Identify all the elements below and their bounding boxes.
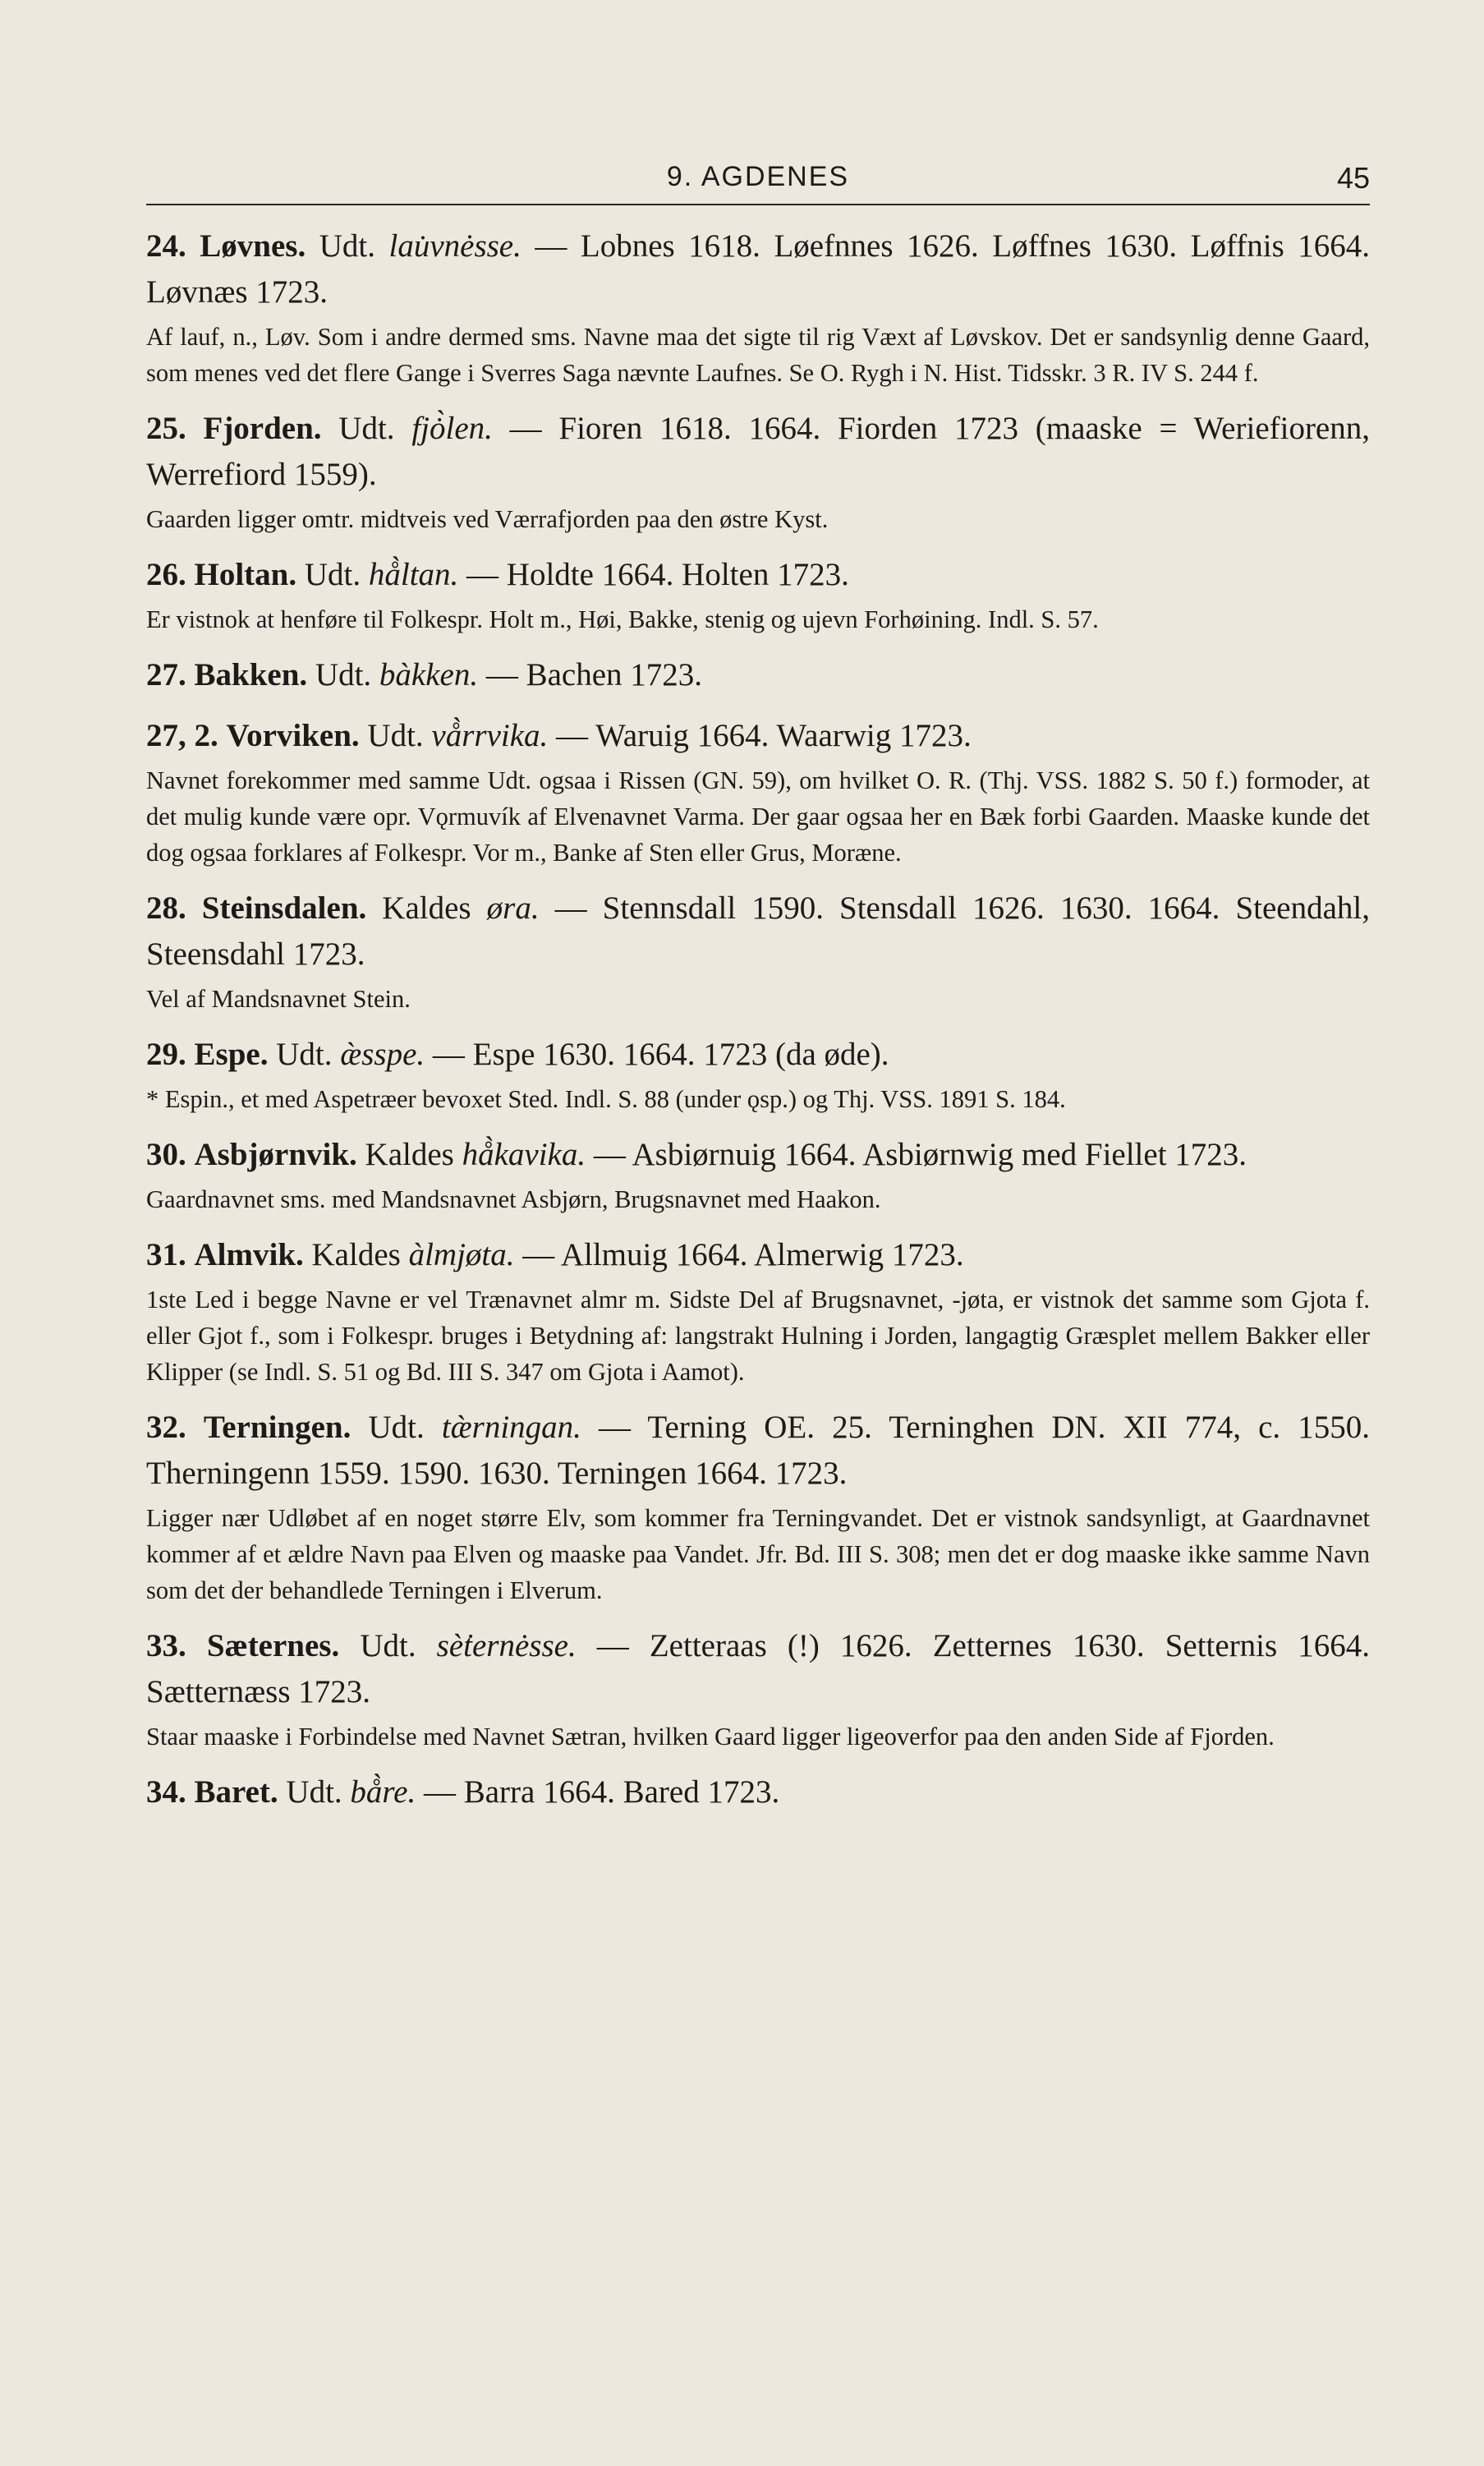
pronunciation: hå̀ltan. — [368, 557, 459, 592]
farm-name: Baret. — [194, 1774, 278, 1810]
entry-number: 24. — [146, 228, 186, 264]
entry-32 — [146, 1405, 1370, 1608]
historic-forms: — Terning OE. 25. Terninghen DN. XII 774, c. 1550. Therningenn 1559. 1590. 1630. Terningen 1664. 1723. — [146, 1410, 1370, 1491]
entry-lead: Udt. — [321, 411, 412, 446]
pronunciation: bå̀re. — [350, 1774, 416, 1810]
entry-number: 28. — [146, 890, 186, 926]
entry-26 — [146, 552, 1370, 637]
historic-forms: — Asbiørnuig 1664. Asbiørnwig med Fiellet 1723. — [586, 1137, 1247, 1172]
entry-31 — [146, 1232, 1370, 1390]
historic-forms: — Lobnes 1618. Løefnnes 1626. Løffnes 1630. Løffnis 1664. Løvnæs 1723. — [146, 228, 1371, 310]
historic-forms: — Bachen 1723. — [478, 657, 703, 692]
entry-note: * Espin., et med Aspetræer bevoxet Sted. Indl. S. 88 (under ǫsp.) og Thj. VSS. 1891 S. 184. — [146, 1085, 1066, 1113]
farm-name: Sæternes. — [206, 1628, 340, 1663]
entry-lead: Kaldes — [303, 1237, 409, 1272]
entry-note: Gaarden ligger omtr. midtveis ved Værrafjorden paa den østre Kyst. — [146, 505, 829, 533]
farm-name: Steinsdalen. — [201, 890, 367, 926]
entry-lead: Kaldes — [356, 1137, 462, 1172]
entry-note: Navnet forekommer med samme Udt. ogsaa i Rissen (GN. 59), om hvilket O. R. (Thj. VSS. 1882 S. 50 f.) formoder, at det mulig kunde være opr. Vǫrmuvík af Elvenavnet Varma. Der gaar ogsaa her en Bæk forbi Gaarden. Maaske kunde det dog ogsaa forklares af Folkespr. Vor m., Banke af Sten eller Grus, Moræne. — [146, 766, 1370, 867]
page-number: 45 — [1336, 161, 1370, 195]
historic-forms: — Allmuig 1664. Almerwig 1723. — [514, 1237, 964, 1272]
entry-30 — [146, 1132, 1370, 1217]
running-header — [146, 161, 1370, 205]
entry-list — [146, 223, 1370, 1815]
historic-forms: — Zetteraas (!) 1626. Zetternes 1630. Setternis 1664. Sætternæss 1723. — [146, 1628, 1371, 1709]
entry-heading — [146, 552, 1370, 598]
entry-lead: Udt. — [296, 557, 369, 592]
entry-heading — [146, 1405, 1370, 1497]
pronunciation: lau̇vnėsse. — [388, 228, 521, 264]
historic-forms: — Holdte 1664. Holten 1723. — [458, 557, 849, 592]
farm-name: Vorviken. — [226, 718, 360, 753]
entry-heading — [146, 713, 1370, 759]
entry-lead: Udt. — [278, 1774, 351, 1810]
farm-name: Asbjørnvik. — [194, 1137, 357, 1172]
entry-note: Staar maaske i Forbindelse med Navnet Sætran, hvilken Gaard ligger ligeoverfor paa den anden Side af Fjorden. — [146, 1723, 1275, 1751]
entry-29 — [146, 1032, 1370, 1117]
entry-27-2 — [146, 713, 1370, 871]
entry-33 — [146, 1623, 1370, 1755]
pronunciation: æ̀sspe. — [340, 1037, 425, 1072]
historic-forms: — Espe 1630. 1664. 1723 (da øde). — [425, 1037, 889, 1072]
entry-number: 34. — [146, 1774, 186, 1810]
entry-note: Af lauf, n., Løv. Som i andre dermed sms. Navne maa det sigte til rig Væxt af Løvskov. Det er sandsynlig denne Gaard, som menes ved det flere Gange i Sverres Saga nævnte Laufnes. Se O. Rygh i N. Hist. Tidsskr. 3 R. IV S. 244 f. — [146, 323, 1370, 387]
entry-lead: Udt. — [351, 1410, 442, 1445]
pronunciation: fjȯ̀len. — [411, 411, 493, 446]
entry-number: 33. — [146, 1628, 186, 1663]
entry-34 — [146, 1769, 1370, 1815]
entry-heading — [146, 406, 1370, 498]
pronunciation: sè̇ternėsse. — [436, 1628, 577, 1663]
farm-name: Terningen. — [203, 1410, 351, 1445]
entry-number: 31. — [146, 1237, 186, 1272]
entry-heading — [146, 1769, 1370, 1815]
pronunciation: tæ̀rningan. — [441, 1410, 581, 1445]
entry-lead: Udt. — [268, 1037, 341, 1072]
entry-heading — [146, 886, 1370, 978]
entry-lead: Udt. — [307, 657, 379, 692]
pronunciation: vå̀rrvika. — [431, 718, 549, 753]
entry-24 — [146, 223, 1370, 391]
entry-number: 32. — [146, 1410, 186, 1445]
entry-note: 1ste Led i begge Navne er vel Trænavnet almr m. Sidste Del af Brugsnavnet, -jøta, er vistnok det samme som Gjota f. eller Gjot f., som i Folkespr. bruges i Betydning af: langstrakt Hulning i Jorden, langagtig Græsplet mellem Bakker eller Klipper (se Indl. S. 51 og Bd. III S. 347 om Gjota i Aamot). — [146, 1286, 1370, 1386]
pronunciation: àlmjøta. — [408, 1237, 515, 1272]
farm-name: Fjorden. — [203, 411, 322, 446]
farm-name: Løvnes. — [200, 228, 306, 264]
entry-note: Vel af Mandsnavnet Stein. — [146, 985, 411, 1013]
entry-number: 27. — [146, 657, 186, 692]
entry-number: 25. — [146, 411, 186, 446]
entry-note: Er vistnok at henføre til Folkespr. Holt m., Høi, Bakke, stenig og ujevn Forhøining. Indl. S. 57. — [146, 605, 1099, 633]
historic-forms: — Waruig 1664. Waarwig 1723. — [548, 718, 972, 753]
entry-heading — [146, 1032, 1370, 1078]
entry-heading — [146, 223, 1370, 315]
pronunciation: hå̀kavika. — [462, 1137, 586, 1172]
pronunciation: øra. — [486, 890, 540, 926]
pronunciation: bàkken. — [379, 657, 479, 692]
entry-lead: Kaldes — [366, 890, 487, 926]
historic-forms: — Stennsdall 1590. Stensdall 1626. 1630. 1664. Steendahl, Steensdahl 1723. — [146, 890, 1370, 972]
entry-number: 30. — [146, 1137, 186, 1172]
entry-number: 27, 2. — [146, 718, 218, 753]
entry-lead: Udt. — [359, 718, 432, 753]
entry-28 — [146, 886, 1370, 1017]
entry-number: 26. — [146, 557, 186, 592]
entry-heading — [146, 1132, 1370, 1178]
entry-note: Gaardnavnet sms. med Mandsnavnet Asbjørn, Brugsnavnet med Haakon. — [146, 1185, 881, 1213]
entry-heading — [146, 652, 1370, 698]
entry-note: Ligger nær Udløbet af en noget større Elv, som kommer fra Terningvandet. Det er vistnok sandsynligt, at Gaardnavnet kommer af et ældre Navn paa Elven og maaske paa Vandet. Jfr. Bd. III S. 308; men det er dog maaske ikke samme Navn som det der behandlede Terningen i Elverum. — [146, 1504, 1370, 1604]
farm-name: Bakken. — [194, 657, 308, 692]
entry-25 — [146, 406, 1370, 537]
historic-forms: — Barra 1664. Bared 1723. — [416, 1774, 780, 1810]
historic-forms: — Fioren 1618. 1664. Fiorden 1723 (maaske = Weriefiorenn, Werrefiord 1559). — [146, 411, 1370, 492]
entry-heading — [146, 1623, 1370, 1715]
farm-name: Espe. — [194, 1037, 269, 1072]
entry-heading — [146, 1232, 1370, 1278]
entry-lead: Udt. — [306, 228, 389, 264]
chapter-title: 9. AGDENES — [666, 161, 850, 192]
entry-lead: Udt. — [339, 1628, 437, 1663]
entry-27 — [146, 652, 1370, 698]
farm-name: Holtan. — [194, 557, 297, 592]
entry-number: 29. — [146, 1037, 186, 1072]
farm-name: Almvik. — [194, 1237, 304, 1272]
